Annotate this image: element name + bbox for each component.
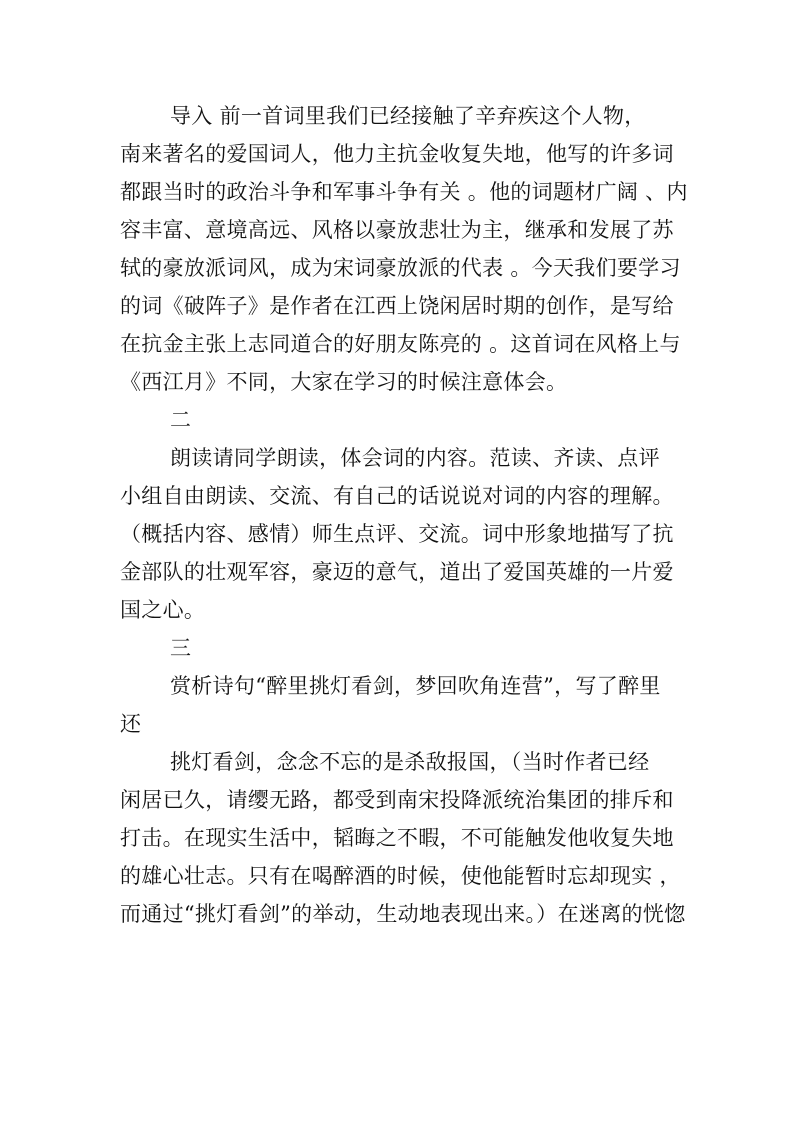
text-line-intro: 导入 前一首词里我们已经接触了辛弃疾这个人物， — [170, 104, 646, 128]
text-line: 闲居已久，请缨无路，都受到南宋投降派统治集团的排斥和 — [120, 788, 674, 812]
text-line: 小组自由朗读、交流、有自己的话说说对词的内容的理解。 — [120, 484, 674, 508]
text-line: 还 — [120, 712, 142, 736]
text-line: 轼的豪放派词风，成为宋词豪放派的代表 。今天我们要学习 — [120, 256, 681, 280]
text-line: 的词《破阵子》是作者在江西上饶闲居时期的创作，是写给 — [120, 294, 674, 318]
text-line: 在抗金主张上志同道合的好朋友陈亮的 。这首词在风格上与 — [120, 332, 681, 356]
text-line: 金部队的壮观军容，豪迈的意气，道出了爱国英雄的一片爱 — [120, 560, 674, 584]
text-line: 《西江月》不同，大家在学习的时候注意体会。 — [120, 370, 568, 394]
text-line: 打击。在现实生活中，韬晦之不暇，不可能触发他收复失地 — [120, 826, 674, 850]
section-heading-three: 三 — [170, 636, 192, 660]
text-line: 都跟当时的政治斗争和军事斗争有关 。他的词题材广阔 、内 — [120, 180, 688, 204]
text-line: 南来著名的爱国词人，他力主抗金收复失地，他写的许多词 — [120, 142, 674, 166]
text-line-appreciation: 赏析诗句“醉里挑灯看剑，梦回吹角连营”，写了醉里 — [170, 674, 661, 698]
text-line: 的雄心壮志。只有在喝醉酒的时候，使他能暂时忘却现实 ， — [120, 864, 681, 888]
text-line: 而通过“挑灯看剑”的举动，生动地表现出来。）在迷离的恍惚 — [120, 902, 686, 926]
text-line: 国之心。 — [120, 598, 206, 622]
section-heading-two: 二 — [170, 408, 192, 432]
text-line: （概括内容、感情）师生点评、交流。词中形象地描写了抗 — [120, 522, 674, 546]
body-text — [120, 97, 688, 933]
text-line: 容丰富、意境高远、风格以豪放悲壮为主，继承和发展了苏 — [120, 218, 674, 242]
text-line: 挑灯看剑，念念不忘的是杀敌报国，（当时作者已经 — [170, 750, 650, 774]
text-line-reading: 朗读请同学朗读，体会词的内容。范读、齐读、点评 — [170, 446, 660, 470]
